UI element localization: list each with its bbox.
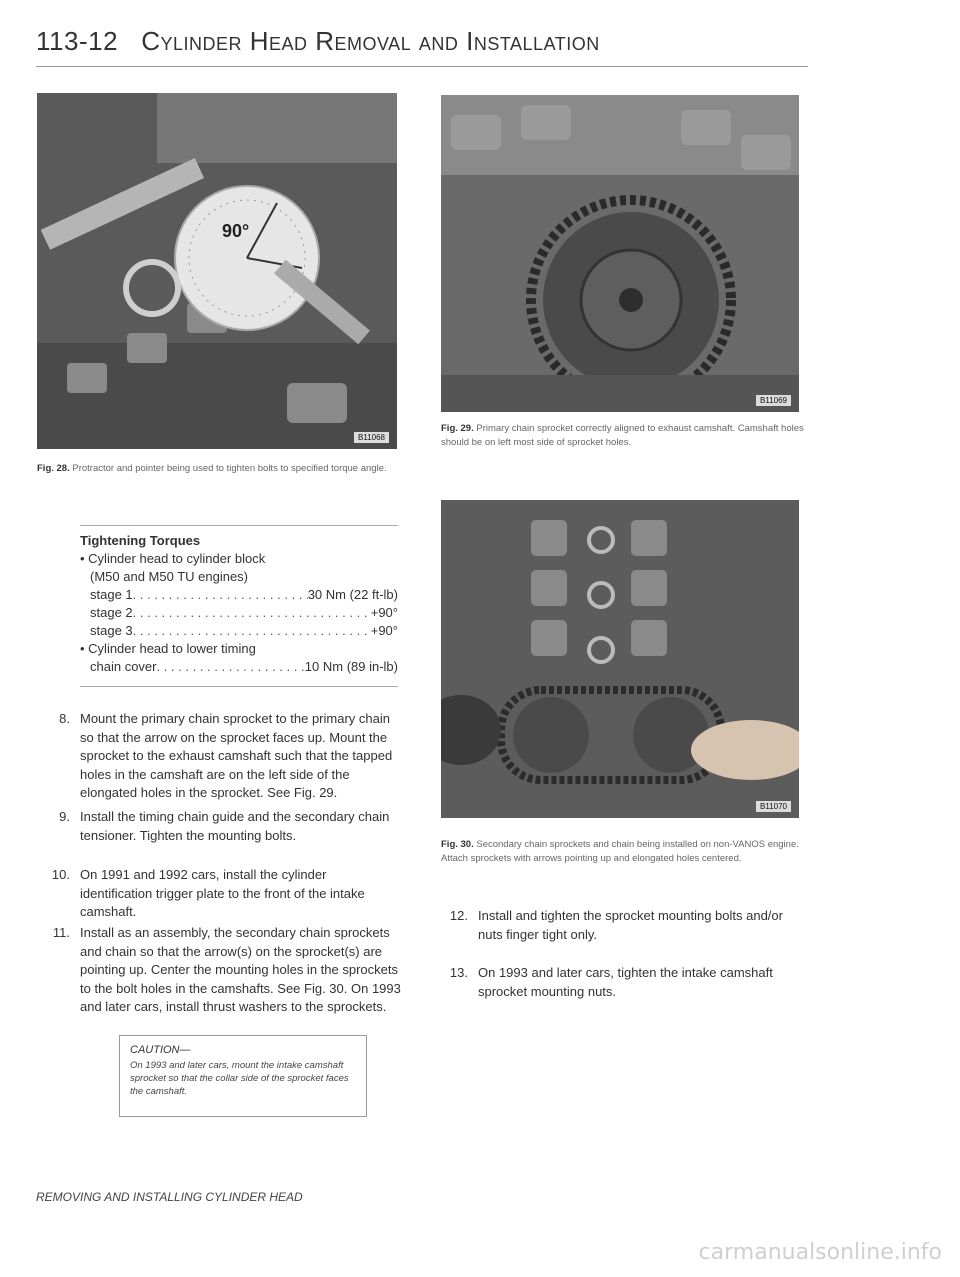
stage-value: +90° <box>370 605 398 620</box>
caution-heading: CAUTION— <box>130 1044 191 1056</box>
step-text: Install and tighten the sprocket mounting bolts and/or nuts finger tight only. <box>478 908 783 942</box>
figure-caption-text: Secondary chain sprockets and chain being installed on non-VANOS engine. Attach sprockets with arrows pointing up and elongated holes centered. <box>441 839 799 864</box>
step-number: 10. <box>51 867 70 882</box>
torque-stage-2 <box>80 604 398 622</box>
torque-item-head-to-cover: • Cylinder head to lower timing <box>80 641 256 656</box>
stage-label: stage 1 <box>90 587 133 602</box>
leader-dots <box>133 622 371 640</box>
step-11 <box>42 924 402 1017</box>
step-9 <box>42 808 402 845</box>
angle-annotation: 90° <box>222 221 250 241</box>
figure-28-caption <box>37 462 397 476</box>
torque-stage-1 <box>80 586 398 604</box>
torque-item-engines: (M50 and M50 TU engines) <box>90 569 249 584</box>
figure-30-caption <box>441 838 811 866</box>
caution-body: On 1993 and later cars, mount the intake camshaft sprocket so that the collar side of the sprocket faces the camshaft. <box>130 1060 349 1097</box>
item-label: chain cover <box>90 659 157 674</box>
leader-dots <box>133 586 308 604</box>
torques-bottom-rule <box>80 686 398 687</box>
figure-code: B11070 <box>756 801 791 812</box>
step-10 <box>42 866 402 922</box>
step-text: On 1993 and later cars, tighten the intake camshaft sprocket mounting nuts. <box>478 965 773 999</box>
figure-code: B11068 <box>354 432 389 443</box>
primary-chain-sprocket-illustration <box>441 95 799 412</box>
step-number: 13. <box>449 965 468 980</box>
leader-dots <box>156 658 304 676</box>
torque-stage-3 <box>80 622 398 640</box>
torques-top-rule <box>80 525 398 526</box>
header-rule <box>36 66 808 67</box>
step-text: Mount the primary chain sprocket to the primary chain so that the arrow on the sprocket faces up. Mount the sprocket to the exhaust camshaft such that the tapped holes in the camshaft are on the left side of the elongated holes in the sprocket. See Fig. 29. <box>80 711 393 800</box>
tightening-torques-box <box>80 525 398 687</box>
figure-code: B11069 <box>756 395 791 406</box>
stage-label: stage 3 <box>90 623 133 638</box>
figure-30-photo <box>441 500 799 818</box>
stage-label: stage 2 <box>90 605 133 620</box>
step-13 <box>440 964 810 1001</box>
figure-label: Fig. 30. <box>441 839 474 850</box>
step-text: On 1991 and 1992 cars, install the cylinder identification trigger plate to the front of the intake camshaft. <box>80 867 365 919</box>
engine-protractor-illustration <box>37 93 397 449</box>
step-number: 12. <box>449 908 468 923</box>
step-text: Install the timing chain guide and the secondary chain tensioner. Tighten the mounting bolts. <box>80 809 390 843</box>
stage-value: +90° <box>370 623 398 638</box>
step-number: 8. <box>59 711 70 726</box>
step-number: 9. <box>59 809 70 824</box>
step-number: 11. <box>52 925 70 940</box>
page-title: Cylinder Head Removal and Installation <box>141 26 600 56</box>
figure-29-caption <box>441 422 811 450</box>
figure-caption-text: Protractor and pointer being used to tighten bolts to specified torque angle. <box>72 463 387 474</box>
torque-item-head-to-block: • Cylinder head to cylinder block <box>80 551 266 566</box>
leader-dots <box>133 604 371 622</box>
figure-caption-text: Primary chain sprocket correctly aligned to exhaust camshaft. Camshaft holes should be on left most side of sprocket holes. <box>441 423 804 448</box>
step-text: Install as an assembly, the secondary chain sprockets and chain so that the arrow(s) on the sprocket(s) are pointing up. Center the mounting holes in the sprockets to the bolt holes in the camshafts. See Fig. 30. On 1993 and later cars, install thrust washers to the sprockets. <box>80 925 401 1014</box>
torque-chain-cover <box>80 658 398 676</box>
item-value: 10 Nm (89 in-lb) <box>304 659 398 674</box>
page-header <box>36 26 600 57</box>
step-12 <box>440 907 810 944</box>
page-footer: REMOVING AND INSTALLING CYLINDER HEAD <box>36 1190 303 1204</box>
figure-28-photo <box>37 93 397 449</box>
figure-label: Fig. 28. <box>37 463 70 474</box>
step-8 <box>42 710 402 803</box>
stage-value: 30 Nm (22 ft-lb) <box>307 587 398 602</box>
caution-box <box>119 1035 367 1117</box>
page-number: 113-12 <box>36 26 119 56</box>
figure-label: Fig. 29. <box>441 423 474 434</box>
torques-title: Tightening Torques <box>80 533 201 548</box>
figure-29-photo <box>441 95 799 412</box>
secondary-chain-sprocket-illustration <box>441 500 799 818</box>
watermark: carmanualsonline.info <box>698 1240 942 1265</box>
